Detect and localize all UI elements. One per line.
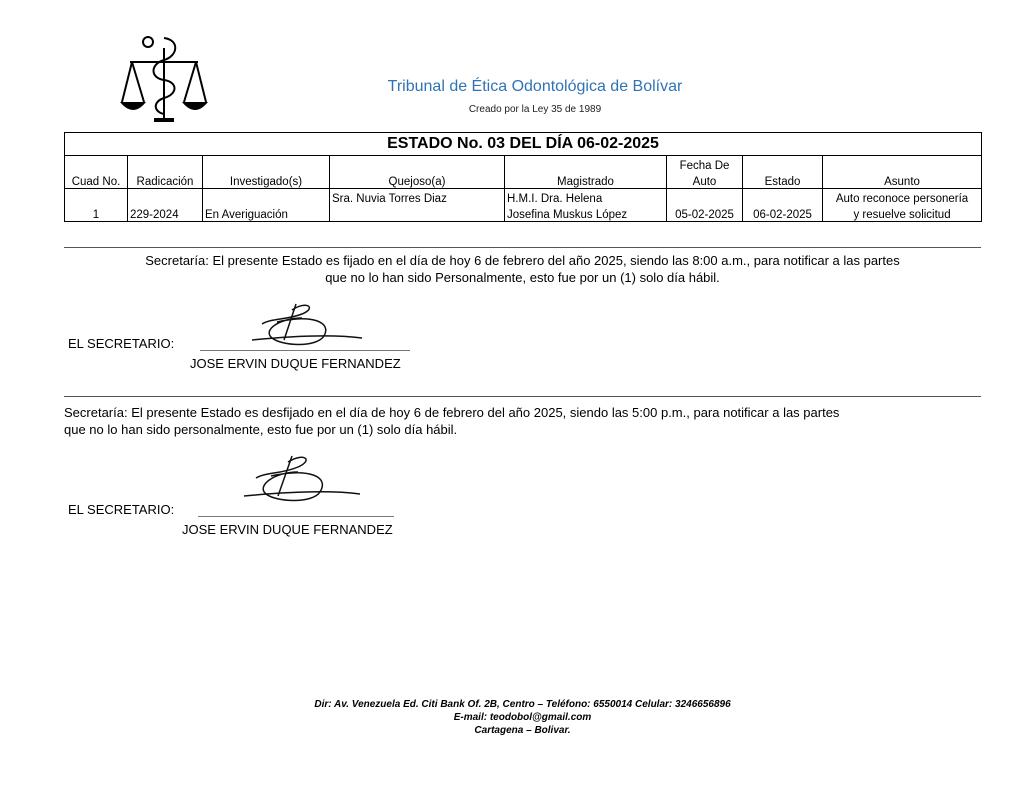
signature-1-icon [232,300,372,350]
footer-address: Dir: Av. Venezuela Ed. Citi Bank Of. 2B, Centro – Teléfono: 6550014 Celular: 3246656896 [314,699,731,710]
cell-asunto-line1: Auto reconoce personería [823,189,982,206]
cell-fecha: 05-02-2025 [667,205,743,222]
notice-fijado-line1: Secretaría: El presente Estado es fijado en el día de hoy 6 de febrero del año 2025, siendo las 8:00 a.m., para notificar a las partes [145,253,900,268]
secretario-name-1: JOSE ERVIN DUQUE FERNANDEZ [190,356,401,371]
cell-magistrado-line2: Josefina Muskus López [505,205,667,222]
notice-desfijado [64,404,981,438]
signature-2-icon [226,452,366,506]
col-header-fecha-line2: Auto [667,172,743,189]
secretario-label-2: EL SECRETARIO: [68,502,175,517]
cell-radicacion: 229-2024 [128,205,203,222]
col-header-fecha-line1: Fecha De [667,156,743,173]
secretario-name-2: JOSE ERVIN DUQUE FERNANDEZ [182,522,393,537]
footer-email: E-mail: teodobol@gmail.com [453,712,592,723]
notice-fijado-line2: que no lo han sido Personalmente, esto fue por un (1) solo día hábil. [325,270,720,285]
cell-magistrado-line1: H.M.I. Dra. Helena [505,189,667,206]
cell-quejoso: Sra. Nuvia Torres Diaz [330,189,505,206]
cell-investigado: En Averiguación [203,205,330,222]
organization-subtitle: Creado por la Ley 35 de 1989 [468,104,602,115]
col-header-asunto: Asunto [823,156,982,189]
organization-name: Tribunal de Ética Odontológica de Bolívar [387,78,683,95]
divider-middle [64,396,981,397]
col-header-investigado: Investigado(s) [203,156,330,189]
signature-line-2 [198,516,394,517]
table-header-row [65,156,982,173]
col-header-radicacion: Radicación [128,156,203,189]
footer-city: Cartagena – Bolivar. [474,725,571,736]
signature-line-1 [200,350,410,351]
col-header-magistrado: Magistrado [505,156,667,189]
notice-desfijado-line1: Secretaría: El presente Estado es desfijado en el día de hoy 6 de febrero del año 2025, siendo las 5:00 p.m., para notificar a las partes [64,405,840,420]
col-header-quejoso: Quejoso(a) [330,156,505,189]
col-header-estado: Estado [743,156,823,189]
notice-fijado [64,252,981,286]
cell-estado: 06-02-2025 [743,205,823,222]
estado-table [64,132,982,222]
table-row [65,189,982,206]
col-header-cuad: Cuad No. [65,156,128,189]
divider-top [64,247,981,248]
cell-asunto-line2: y resuelve solicitud [823,205,982,222]
secretario-label-1: EL SECRETARIO: [68,336,175,351]
tribunal-logo-icon [118,28,210,128]
estado-title: ESTADO No. 03 DEL DÍA 06-02-2025 [65,133,982,156]
cell-cuad: 1 [65,205,128,222]
notice-desfijado-line2: que no lo han sido personalmente, esto fue por un (1) solo día hábil. [64,422,458,437]
